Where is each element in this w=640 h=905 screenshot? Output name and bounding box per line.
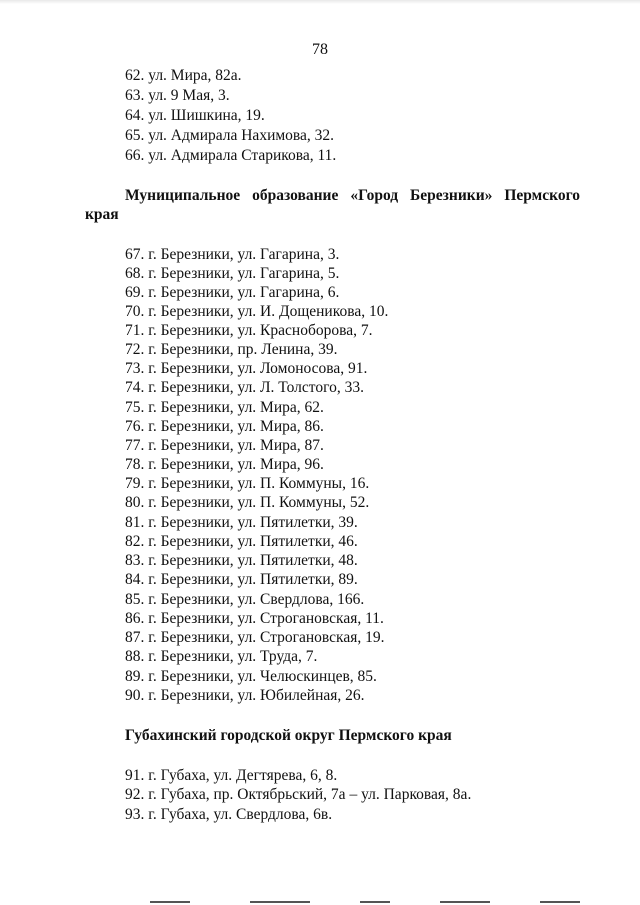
list-item: 83. г. Березники, ул. Пятилетки, 48. xyxy=(125,552,358,569)
list-item: 93. г. Губаха, ул. Свердлова, 6в. xyxy=(125,806,333,823)
list-item: 67. г. Березники, ул. Гагарина, 3. xyxy=(125,246,340,263)
scan-top-edge xyxy=(0,0,640,4)
list-item: 89. г. Березники, ул. Челюскинцев, 85. xyxy=(125,668,377,685)
list-item: 63. ул. 9 Мая, 3. xyxy=(125,87,230,104)
list-item: 88. г. Березники, ул. Труда, 7. xyxy=(125,648,318,665)
list-item: 87. г. Березники, ул. Строгановская, 19. xyxy=(125,629,385,646)
list-item: 71. г. Березники, ул. Красноборова, 7. xyxy=(125,322,373,339)
list-item: 66. ул. Адмирала Старикова, 11. xyxy=(125,147,337,164)
section-heading-line: Муниципальное образование «Город Березники» Пермского xyxy=(125,187,580,204)
list-item: 90. г. Березники, ул. Юбилейная, 26. xyxy=(125,687,365,704)
list-item: 82. г. Березники, ул. Пятилетки, 46. xyxy=(125,533,358,550)
list-item: 74. г. Березники, ул. Л. Толстого, 33. xyxy=(125,379,364,396)
list-item: 76. г. Березники, ул. Мира, 86. xyxy=(125,418,324,435)
list-item: 69. г. Березники, ул. Гагарина, 6. xyxy=(125,284,340,301)
section-heading-gubakha: Губахинский городской округ Пермского края xyxy=(125,727,452,744)
list-item: 86. г. Березники, ул. Строгановская, 11. xyxy=(125,610,384,627)
list-item: 92. г. Губаха, пр. Октябрьский, 7а – ул. Парковая, 8а. xyxy=(125,786,472,803)
list-item: 77. г. Березники, ул. Мира, 87. xyxy=(125,437,324,454)
list-item: 75. г. Березники, ул. Мира, 62. xyxy=(125,399,324,416)
list-item: 81. г. Березники, ул. Пятилетки, 39. xyxy=(125,514,358,531)
list-item: 73. г. Березники, ул. Ломоносова, 91. xyxy=(125,360,368,377)
list-item: 65. ул. Адмирала Нахимова, 32. xyxy=(125,127,335,144)
list-item: 85. г. Березники, ул. Свердлова, 166. xyxy=(125,591,365,608)
list-item: 70. г. Березники, ул. И. Дощеникова, 10. xyxy=(125,303,389,320)
section-heading-line: края xyxy=(85,206,119,223)
scan-bottom-edge xyxy=(0,899,640,905)
list-item: 80. г. Березники, ул. П. Коммуны, 52. xyxy=(125,494,370,511)
list-item: 62. ул. Мира, 82а. xyxy=(125,67,242,84)
list-item: 72. г. Березники, пр. Ленина, 39. xyxy=(125,341,338,358)
list-item: 78. г. Березники, ул. Мира, 96. xyxy=(125,456,324,473)
list-item: 84. г. Березники, ул. Пятилетки, 89. xyxy=(125,571,358,588)
section-heading-berezniki xyxy=(85,186,580,224)
list-item: 91. г. Губаха, ул. Дегтярева, 6, 8. xyxy=(125,767,338,784)
list-item: 64. ул. Шишкина, 19. xyxy=(125,107,265,124)
list-item: 79. г. Березники, ул. П. Коммуны, 16. xyxy=(125,475,370,492)
list-item: 68. г. Березники, ул. Гагарина, 5. xyxy=(125,265,340,282)
page-number: 78 xyxy=(312,41,328,58)
